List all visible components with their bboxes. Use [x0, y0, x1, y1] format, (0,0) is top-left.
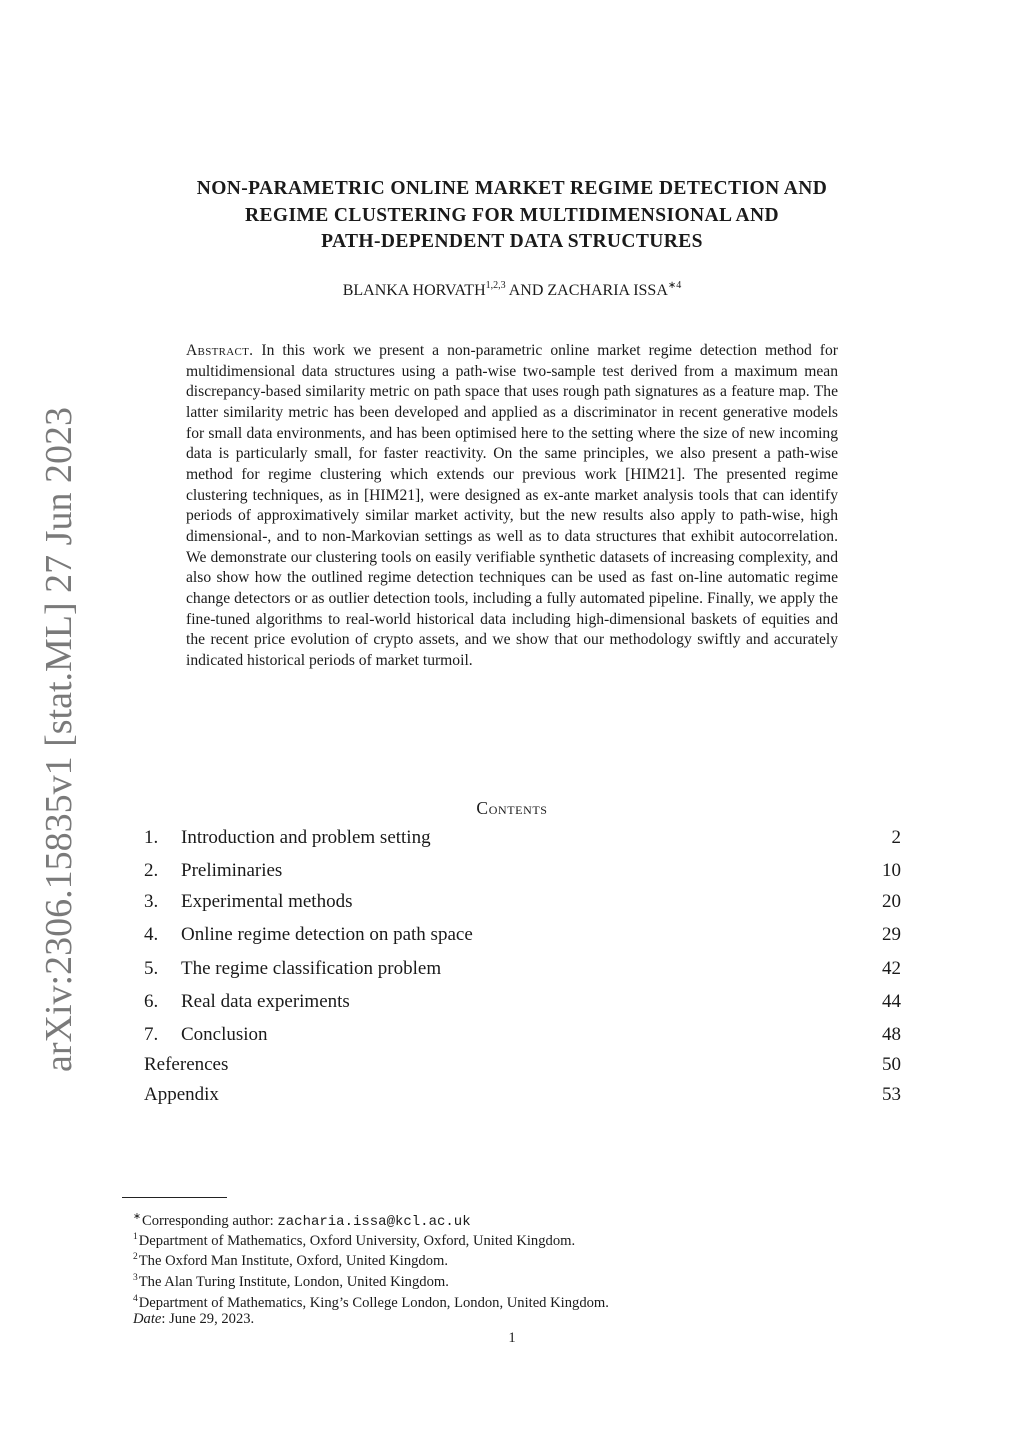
footnote-text: The Oxford Man Institute, Oxford, United Kingdom. [138, 1253, 449, 1269]
title-line: PATH-DEPENDENT DATA STRUCTURES [321, 231, 703, 252]
date-label: Date [133, 1311, 162, 1327]
toc-number: 2. [144, 860, 159, 881]
footnote-mark: 1 [133, 1232, 138, 1242]
authors [100, 280, 924, 300]
toc-entry[interactable] [144, 1023, 901, 1047]
author-name: ZACHARIA ISSA [547, 282, 668, 299]
toc-label: Experimental methods [181, 891, 353, 912]
author-affiliation-marks: 1,2,3 [485, 280, 506, 291]
author-email-link[interactable]: zacharia.issa@kcl.ac.uk [277, 1214, 471, 1230]
footnote-mark: 3 [133, 1273, 138, 1283]
toc-page: 44 [882, 991, 901, 1012]
toc-label: The regime classification problem [181, 958, 442, 979]
footnote-text: Department of Mathematics, King’s College London, London, United Kingdom. [138, 1295, 609, 1311]
title-line: NON-PARAMETRIC ONLINE MARKET REGIME DETECTION AND [196, 178, 828, 199]
toc-label: Preliminaries [181, 860, 283, 881]
footnote-rule [122, 1197, 227, 1198]
toc-number: 7. [144, 1024, 159, 1045]
abstract-text: In this work we present a non-parametric online market regime detection method for multidimensional data structures using a path-wise two-sample test derived from a maximum mean discrepancy-based similarity metric on path space that uses rough path signatures as a feature map. The latter similarity metric has been developed and applied as a discriminator in recent generative models for small data environments, and has been optimised here to the setting where the size of new incoming data is particularly small, for faster reactivity. On the same principles, we also present a path-wise method for regime clustering which extends our previous work [HIM21]. The presented regime clustering techniques, as in [HIM21], were designed as ex-ante market analysis tools that can identify periods of approximatively similar market activity, but the new results also apply to path-wise, high dimensional-, and to non-Markovian settings as well as to data structures that exhibit autocorrelation. We demonstrate our clustering tools on easily verifiable synthetic datasets of increasing complexity, and also show how the outlined regime detection techniques can be used as fast on-line automatic regime change detectors or as outlier detection tools, including a fully automated pipeline. Finally, we apply the fine-tuned algorithms to real-world historical data including high-dimensional baskets of equities and the recent price evolution of crypto assets, and we show that our methodology swiftly and accurately indicated historical periods of market turmoil. [186, 342, 838, 669]
toc-entry[interactable] [144, 826, 901, 850]
toc-number: 1. [144, 827, 159, 848]
page-number: 1 [508, 1330, 516, 1346]
toc-page: 42 [882, 958, 901, 979]
footnote-text: The Alan Turing Institute, London, United Kingdom. [138, 1274, 449, 1290]
footnote-date [133, 1309, 254, 1329]
toc-page: 29 [882, 924, 901, 945]
toc-entry[interactable] [144, 957, 901, 981]
toc-number: 3. [144, 891, 159, 912]
title-line: REGIME CLUSTERING FOR MULTIDIMENSIONAL AND [245, 204, 779, 226]
contents-heading: Contents [476, 798, 548, 818]
author-name: BLANKA HORVATH [342, 282, 486, 299]
toc-number: 6. [144, 991, 159, 1012]
toc-label: References [144, 1054, 229, 1075]
toc-label: Online regime detection on path space [181, 924, 473, 945]
footnote-mark: 4 [133, 1294, 138, 1304]
toc-entry[interactable] [144, 1053, 901, 1077]
toc-page: 10 [882, 860, 901, 881]
toc-entry[interactable] [144, 990, 901, 1014]
toc-page: 2 [891, 827, 901, 848]
toc-page: 50 [882, 1054, 901, 1075]
date-value: : June 29, 2023. [161, 1311, 255, 1327]
abstract [186, 341, 838, 672]
footnote-text: Corresponding author: [141, 1213, 278, 1229]
footnote-mark: ∗ [133, 1212, 141, 1222]
toc-label: Real data experiments [181, 991, 350, 1012]
toc-label: Conclusion [181, 1024, 268, 1045]
abstract-heading: Abstract. [186, 342, 254, 359]
footnote-mark: 2 [133, 1252, 138, 1262]
toc-number: 5. [144, 958, 159, 979]
toc-entry[interactable] [144, 923, 901, 947]
toc-entry[interactable] [144, 890, 901, 914]
toc-page: 48 [882, 1024, 901, 1045]
toc-entry[interactable] [144, 1083, 901, 1107]
toc-page: 53 [882, 1084, 901, 1105]
paper-title [100, 176, 924, 256]
toc-number: 4. [144, 924, 159, 945]
toc-page: 20 [882, 891, 901, 912]
toc-label: Appendix [144, 1084, 219, 1105]
arxiv-identifier: arXiv:2306.15835v1 [stat.ML] 27 Jun 2023 [38, 407, 80, 1072]
footnote-text: Department of Mathematics, Oxford University, Oxford, United Kingdom. [138, 1233, 576, 1249]
author-affiliation-marks: ∗4 [667, 280, 682, 291]
toc-entry[interactable] [144, 859, 901, 883]
author-conjunction: AND [505, 282, 548, 299]
toc-label: Introduction and problem setting [181, 827, 431, 848]
